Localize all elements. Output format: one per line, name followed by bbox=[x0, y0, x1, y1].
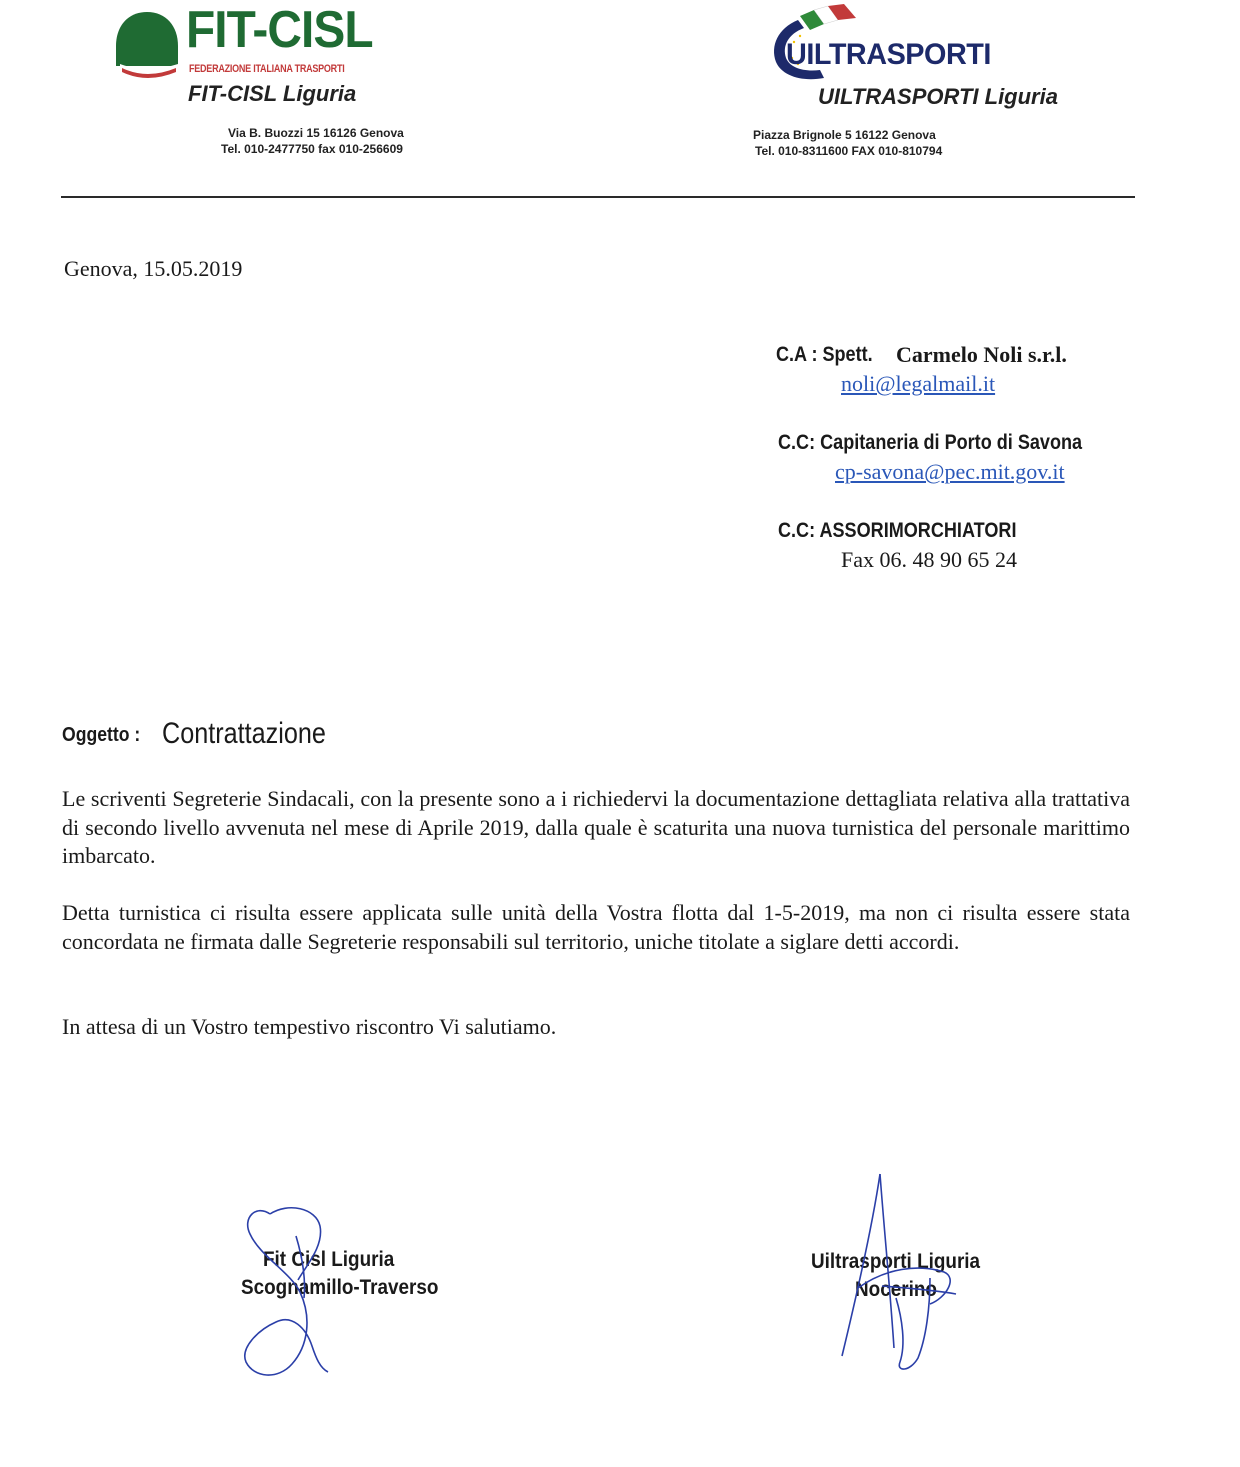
cc1-recipient: C.C: Capitaneria di Porto di Savona bbox=[778, 431, 1083, 454]
fit-cisl-title: FIT-CISL bbox=[186, 1, 373, 59]
uiltrasporti-title: UILTRASPORTI bbox=[786, 38, 991, 71]
handwritten-signature-left bbox=[236, 1196, 348, 1382]
handwritten-signature-right bbox=[826, 1168, 966, 1374]
fit-cisl-address: Via B. Buozzi 15 16126 Genova bbox=[228, 126, 404, 140]
uiltrasporti-address: Piazza Brignole 5 16122 Genova bbox=[753, 128, 936, 142]
signature-right-org: Uiltrasporti Liguria bbox=[811, 1250, 981, 1273]
signature-left-names: Scognamillo-Traverso bbox=[241, 1276, 439, 1299]
ca-label: C.A : Spett. bbox=[776, 343, 873, 366]
uiltrasporti-phone: Tel. 010-8311600 FAX 010-810794 bbox=[755, 144, 943, 158]
fit-cisl-subtitle: FEDERAZIONE ITALIANA TRASPORTI bbox=[189, 63, 345, 75]
uiltrasporti-region: UILTRASPORTI Liguria bbox=[818, 84, 1058, 109]
header-divider bbox=[61, 196, 1135, 198]
body-paragraph: Le scriventi Segreterie Sindacali, con la presente sono a i richiedervi la documentazione dettagliata relativa alla trattativa di secondo livello avvenuta nel mese di Aprile 2019, dalla quale è scaturita una nuova turnistica del personale marittimo imbarcato. bbox=[62, 786, 1130, 868]
fit-cisl-region: FIT-CISL Liguria bbox=[188, 81, 357, 106]
subject-label: Oggetto : bbox=[62, 724, 141, 746]
body-paragraph: In attesa di un Vostro tempestivo riscontro Vi salutiamo. bbox=[62, 1014, 557, 1039]
ca-email-link[interactable]: noli@legalmail.it bbox=[841, 371, 996, 396]
signature-left-org: Fit Cisl Liguria bbox=[263, 1248, 395, 1271]
letter-date: Genova, 15.05.2019 bbox=[64, 256, 243, 281]
cc1-email-link[interactable]: cp-savona@pec.mit.gov.it bbox=[835, 459, 1065, 484]
subject-text: Contrattazione bbox=[162, 717, 326, 750]
body-paragraph: Detta turnistica ci risulta essere applicata sulle unità della Vostra flotta dal 1-5-2019, ma non ci risulta essere stata concordata ne firmata dalle Segreterie responsabili sul territorio, uniche titolate a siglare detti accordi. bbox=[62, 900, 1130, 954]
cc2-recipient: C.C: ASSORIMORCHIATORI bbox=[778, 519, 1017, 542]
fit-cisl-phone: Tel. 010-2477750 fax 010-256609 bbox=[221, 142, 403, 156]
ca-recipient-name: Carmelo Noli s.r.l. bbox=[896, 342, 1067, 367]
signature-right-name: Nocerino bbox=[855, 1278, 937, 1301]
fit-cisl-logo-icon bbox=[114, 8, 180, 80]
cc2-fax: Fax 06. 48 90 65 24 bbox=[841, 547, 1017, 572]
